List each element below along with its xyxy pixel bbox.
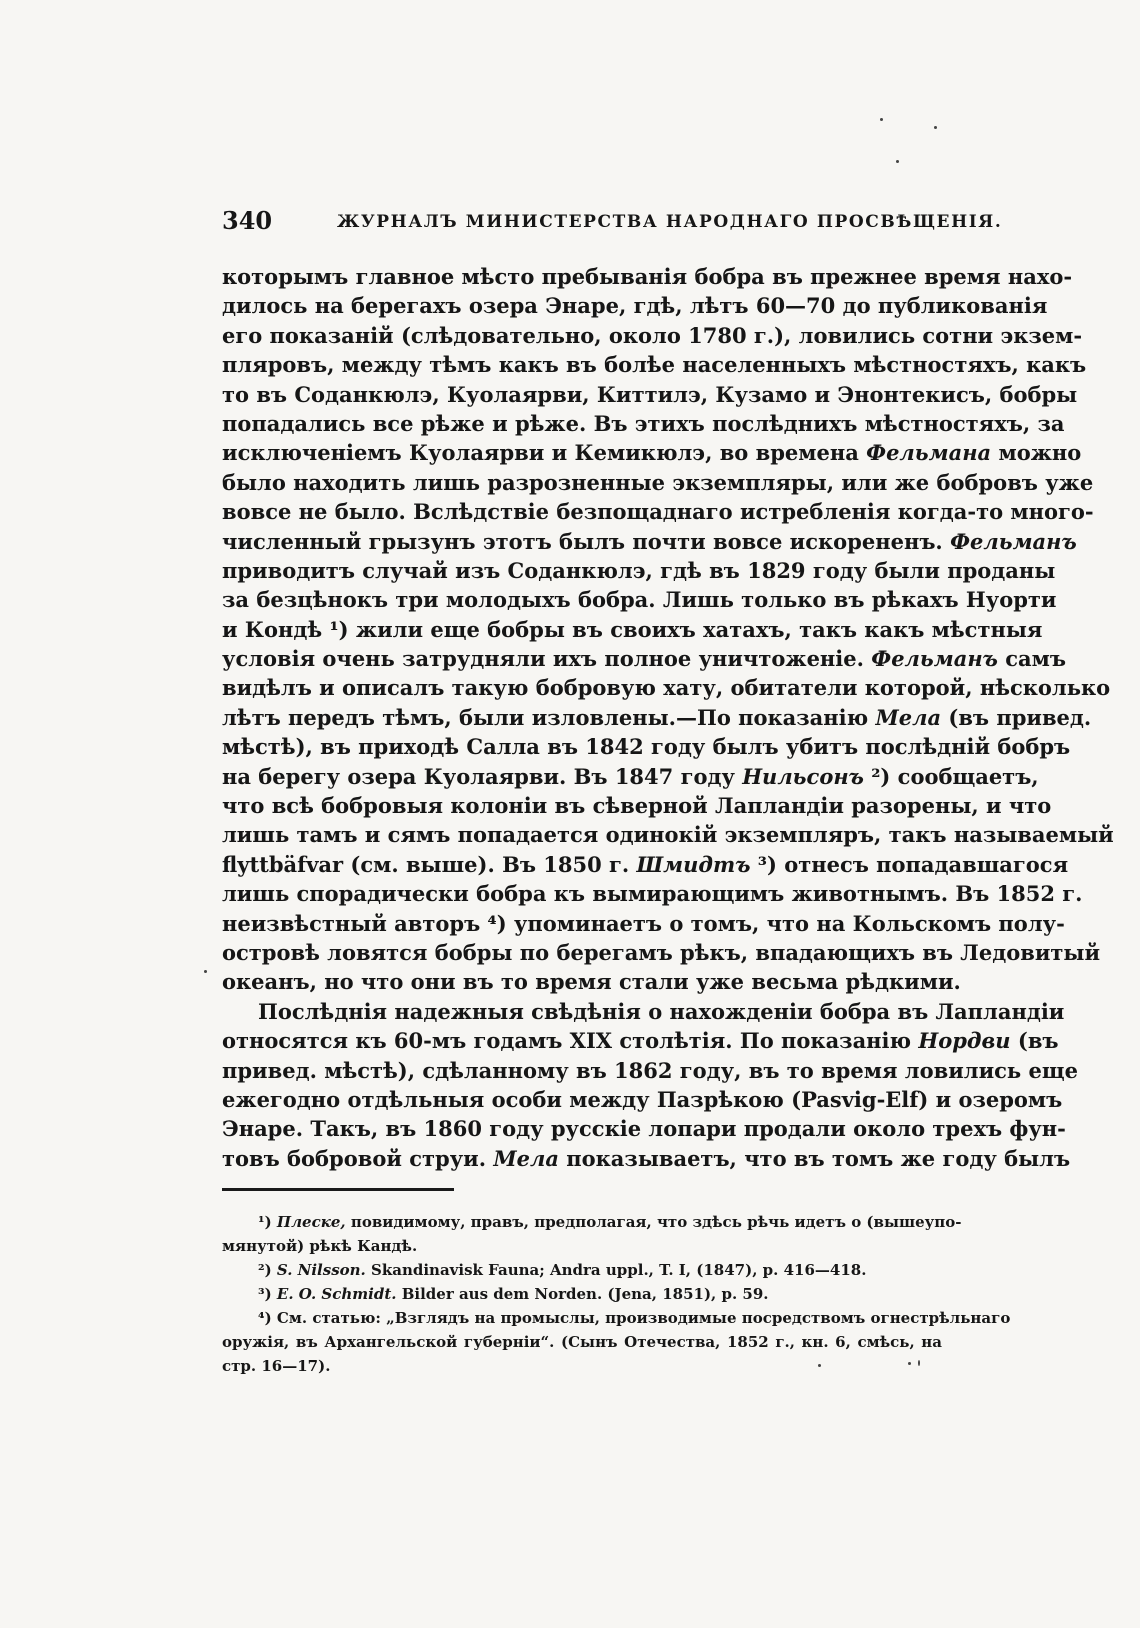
author-name: Фельмана xyxy=(866,440,992,466)
text-line: было находить лишь разрозненные экземпляры, или же бобровъ уже xyxy=(222,469,1094,495)
footnote-4-cont: стр. 16—17). xyxy=(222,1357,331,1375)
text-line: островѣ ловятся бобры по берегамъ рѣкъ, впадающихъ въ Ледовитый xyxy=(222,939,1101,965)
author-name: Нордви xyxy=(918,1028,1011,1054)
scan-speck xyxy=(818,1364,821,1367)
author-name: Нильсонъ xyxy=(742,763,864,789)
author-name: Мела xyxy=(875,704,942,730)
text-line: вовсе не было. Вслѣдствіе безпощаднаго истребленія когда-то много- xyxy=(222,499,1094,525)
text-line: приводитъ случай изъ Соданкюлэ, гдѣ въ 1829 году были проданы xyxy=(222,557,1056,583)
footnote-1-cont: мянутой) рѣкѣ Кандѣ. xyxy=(222,1237,418,1255)
text-line: исключеніемъ Куолаярви и Кемикюлэ, во времена Фельмана можно xyxy=(222,440,1082,466)
text-line: пляровъ, между тѣмъ какъ въ болѣе населенныхъ мѣстностяхъ, какъ xyxy=(222,352,1087,378)
scan-speck xyxy=(934,126,937,129)
text-line: лишь спорадически бобра къ вымирающимъ животнымъ. Въ 1852 г. xyxy=(222,881,1083,907)
author-name: Мела xyxy=(493,1145,559,1171)
scan-speck xyxy=(918,1360,920,1366)
text-line: океанъ, но что они въ то время стали уже весьма рѣдкими. xyxy=(222,969,961,995)
text-line: лѣтъ передъ тѣмъ, были изловлены.—По показанію Мела (въ привед. xyxy=(222,704,1092,730)
text-line: условія очень затрудняли ихъ полное уничтоженіе. Фельманъ самъ xyxy=(222,646,1066,672)
text-line: численный грызунъ этотъ былъ почти вовсе искорененъ. Фельманъ xyxy=(222,528,1077,554)
page-number: 340 xyxy=(222,206,273,235)
scan-speck xyxy=(204,970,207,973)
footnote-2: ²) S. Nilsson. Skandinavisk Fauna; Andra uppl., T. I, (1847), p. 416—418. xyxy=(258,1261,867,1279)
author-name: Фельманъ xyxy=(950,528,1077,554)
footnote-3: ³) E. O. Schmidt. Bilder aus dem Norden. (Jena, 1851), p. 59. xyxy=(258,1285,769,1303)
text-line: Послѣднія надежныя свѣдѣнія о нахожденіи бобра въ Лапландіи xyxy=(258,998,1065,1024)
text-line: то въ Соданкюлэ, Куолаярви, Киттилэ, Кузамо и Энонтекисъ, бобры xyxy=(222,381,1078,407)
scan-speck xyxy=(896,160,899,163)
footnote-4-cont: оружія, въ Архангельской губерніи“. (Сынъ Отечества, 1852 г., кн. 6, смѣсь, на xyxy=(222,1333,942,1351)
text-line: товъ бобровой струи. Мела показываетъ, что въ томъ же году былъ xyxy=(222,1145,1071,1171)
footnotes xyxy=(222,1210,1011,1378)
text-line: его показаній (слѣдовательно, около 1780 г.), ловились сотни экзем- xyxy=(222,322,1083,348)
footnote-4: ⁴) См. статью: „Взглядъ на промыслы, производимые посредствомъ огнестрѣльнаго xyxy=(258,1309,1011,1327)
text-line: дилось на берегахъ озера Энаре, гдѣ, лѣтъ 60—70 до публикованія xyxy=(222,293,1048,319)
text-line: flyttbäfvar (см. выше). Въ 1850 г. Шмидтъ ³) отнесъ попадавшагося xyxy=(222,851,1069,877)
footnote-1: ¹) Плеске, повидимому, правъ, предполагая, что здѣсь рѣчь идетъ о (вышеупо- xyxy=(258,1213,962,1231)
text-line: и Кондѣ ¹) жили еще бобры въ своихъ хатахъ, такъ какъ мѣстныя xyxy=(222,616,1043,642)
author-name: Шмидтъ xyxy=(636,851,751,877)
footnote-rule xyxy=(222,1188,454,1191)
main-text xyxy=(222,262,1114,1173)
text-line: видѣлъ и описалъ такую бобровую хату, обитатели которой, нѣсколько xyxy=(222,675,1111,701)
text-line: за безцѣнокъ три молодыхъ бобра. Лишь только въ рѣкахъ Нуорти xyxy=(222,587,1057,613)
text-line: лишь тамъ и сямъ попадается одинокій экземпляръ, такъ называемый xyxy=(222,822,1114,848)
text-line: неизвѣстный авторъ ⁴) упоминаетъ о томъ, что на Кольскомъ полу- xyxy=(222,910,1065,936)
page-header xyxy=(222,206,1003,240)
running-title: ЖУРНАЛЪ МИНИСТЕРСТВА НАРОДНАГО ПРОСВѢЩЕНІЯ. xyxy=(337,212,1003,232)
scan-speck xyxy=(880,118,883,121)
text-line: которымъ главное мѣсто пребыванія бобра въ прежнее время нахо- xyxy=(222,264,1073,289)
text-line: привед. мѣстѣ), сдѣланному въ 1862 году, въ то время ловились еще xyxy=(222,1057,1078,1083)
author-name: Фельманъ xyxy=(871,646,998,672)
text-line: ежегодно отдѣльныя особи между Пазрѣкою (Pasvig-Elf) и озеромъ xyxy=(222,1086,1063,1112)
scan-speck xyxy=(908,1362,911,1365)
text-line: мѣстѣ), въ приходѣ Салла въ 1842 году былъ убитъ послѣдній бобръ xyxy=(222,734,1071,760)
text-line: попадались все рѣже и рѣже. Въ этихъ послѣднихъ мѣстностяхъ, за xyxy=(222,410,1065,436)
text-line: относятся къ 60-мъ годамъ XIX столѣтія. По показанію Нордви (въ xyxy=(222,1028,1059,1054)
text-line: Энаре. Такъ, въ 1860 году русскіе лопари продали около трехъ фун- xyxy=(222,1116,1066,1142)
text-line: на берегу озера Куолаярви. Въ 1847 году Нильсонъ ²) сообщаетъ, xyxy=(222,763,1039,789)
text-line: что всѣ бобровыя колоніи въ сѣверной Лапландіи разорены, и что xyxy=(222,793,1052,819)
